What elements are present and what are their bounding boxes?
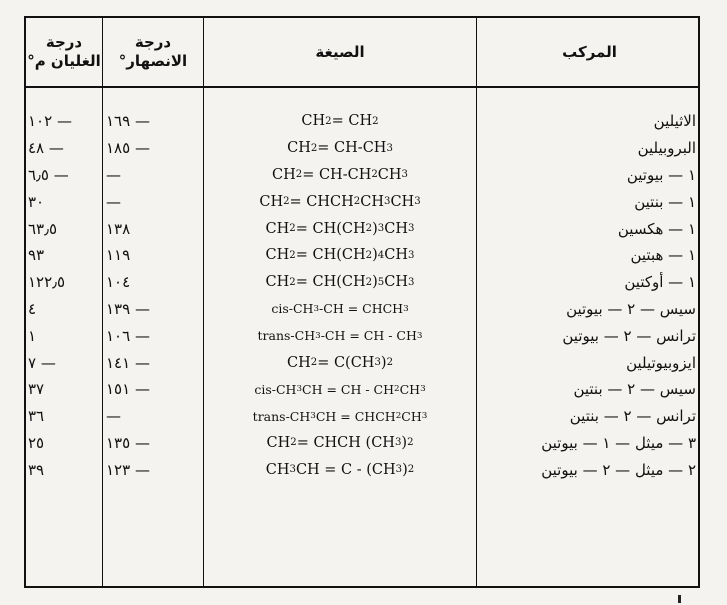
formula-cell: CH 2 = CH(CH 2 ) 3 CH 3 xyxy=(265,220,415,237)
table-row xyxy=(26,242,698,269)
table-body xyxy=(26,108,698,483)
compound-name-cell: سيس — ٢ — بيوتين xyxy=(566,299,696,318)
boiling-point-cell: ٦٣٫٥ xyxy=(28,219,58,238)
header-melting-point: درجة الانصهار° xyxy=(118,33,188,70)
boiling-point-cell: — ٦٫٥ xyxy=(28,165,69,184)
melting-point-cell: — ١٣٥ xyxy=(106,433,150,452)
melting-point-cell: — ١٦٩ xyxy=(106,112,150,131)
melting-point-cell: — ١٠٦ xyxy=(106,326,150,345)
melting-point-cell: ١٠٤ xyxy=(106,273,131,292)
boiling-point-cell: ١٢٢٫٥ xyxy=(28,273,66,292)
boiling-point-cell: — ١٠٢ xyxy=(28,112,72,131)
boiling-point-cell: ٣٧ xyxy=(28,380,45,399)
table-row xyxy=(26,188,698,215)
header-boiling-line1: درجة xyxy=(45,33,83,51)
melting-point-cell: — xyxy=(106,192,121,211)
header-divider xyxy=(26,86,698,88)
compound-name-cell: سيس — ٢ — بنتين xyxy=(573,380,696,399)
compound-name-cell: البروبيلين xyxy=(637,139,696,158)
header-boiling-point xyxy=(26,18,102,86)
formula-cell: CH 2 = CH(CH 2 ) 5 CH 3 xyxy=(265,274,415,291)
boiling-point-cell: ٣٠ xyxy=(28,192,45,211)
compound-name-cell: ١ — هكسين xyxy=(617,219,696,238)
compound-name-cell: ترانس — ٢ — بنتين xyxy=(569,407,696,426)
melting-point-cell: — ١٣٩ xyxy=(106,299,150,318)
compound-name-cell: ١ — بيوتين xyxy=(626,165,696,184)
formula-cell: CH 2 = CH(CH 2 ) 4 CH 3 xyxy=(265,247,415,264)
stray-mark xyxy=(678,595,681,603)
melting-point-cell: ١١٩ xyxy=(106,246,131,265)
formula-cell: CH 2 = CH-CH 2 CH 3 xyxy=(272,166,408,183)
boiling-point-cell: ١ xyxy=(28,326,37,345)
compound-name-cell: ٢ — ميثل — ٢ — بيوتين xyxy=(541,460,696,479)
compound-name-cell: ١ — أوكتين xyxy=(624,273,696,292)
table-row xyxy=(26,430,698,457)
formula-cell: trans-CH 3 CH = CHCH 2 CH 3 xyxy=(252,408,428,424)
table-row xyxy=(26,269,698,296)
melting-point-cell: ١٣٨ xyxy=(106,219,131,238)
table-row xyxy=(26,376,698,403)
header-formula: الصيغة xyxy=(315,42,365,61)
melting-point-cell: — ١٢٣ xyxy=(106,460,150,479)
table-row xyxy=(26,215,698,242)
table-row xyxy=(26,162,698,189)
formula-cell: CH 2 = CH 2 xyxy=(301,113,379,130)
table-row xyxy=(26,296,698,323)
formula-cell: cis-CH 3 CH = CH - CH 2 CH 3 xyxy=(254,381,426,397)
boiling-point-cell: — ٤٨ xyxy=(28,139,64,158)
melting-point-cell: — xyxy=(106,407,121,426)
boiling-point-cell: ٣٦ xyxy=(28,407,45,426)
boiling-point-cell: ٢٥ xyxy=(28,433,45,452)
table-row xyxy=(26,322,698,349)
boiling-point-cell: ٣٩ xyxy=(28,460,45,479)
compound-name-cell: الاثيلين xyxy=(653,112,696,131)
boiling-point-cell: ٩٣ xyxy=(28,246,45,265)
formula-cell: CH 2 = C(CH 3 ) 2 xyxy=(286,354,394,371)
formula-cell: CH 2 = CH-CH 3 xyxy=(287,140,393,157)
table-row xyxy=(26,456,698,483)
compound-name-cell: ١ — هبتين xyxy=(630,246,696,265)
melting-point-cell: — xyxy=(106,165,121,184)
table-row xyxy=(26,135,698,162)
melting-point-cell: — ١٤١ xyxy=(106,353,150,372)
compound-name-cell: ٣ — ميثل — ١ — بيوتين xyxy=(541,433,696,452)
formula-cell: CH 2 = CHCH (CH 3 ) 2 xyxy=(266,434,414,451)
formula-cell: CH 3 CH = C - (CH 3 ) 2 xyxy=(265,461,415,478)
formula-cell: cis-CH 3 -CH = CHCH 3 xyxy=(271,301,409,317)
boiling-point-cell: ٤ xyxy=(28,299,37,318)
compound-name-cell: ١ — بنتين xyxy=(634,192,696,211)
header-boiling-line2: الغليان م° xyxy=(27,52,101,70)
formula-cell: trans-CH 3 -CH = CH - CH 3 xyxy=(257,328,423,344)
compound-name-cell: ايزوبيوتيلين xyxy=(626,353,696,372)
melting-point-cell: — ١٨٥ xyxy=(106,139,150,158)
table-row xyxy=(26,349,698,376)
formula-cell: CH 2 = CHCH 2 CH 3 CH 3 xyxy=(259,193,421,210)
melting-point-cell: — ١٥١ xyxy=(106,380,150,399)
compound-name-cell: ترانس — ٢ — بيوتين xyxy=(562,326,696,345)
boiling-point-cell: — ٧ xyxy=(28,353,56,372)
alkene-properties-table xyxy=(24,16,700,588)
table-row xyxy=(26,108,698,135)
table-row xyxy=(26,403,698,430)
header-compound: المركب xyxy=(562,42,617,61)
